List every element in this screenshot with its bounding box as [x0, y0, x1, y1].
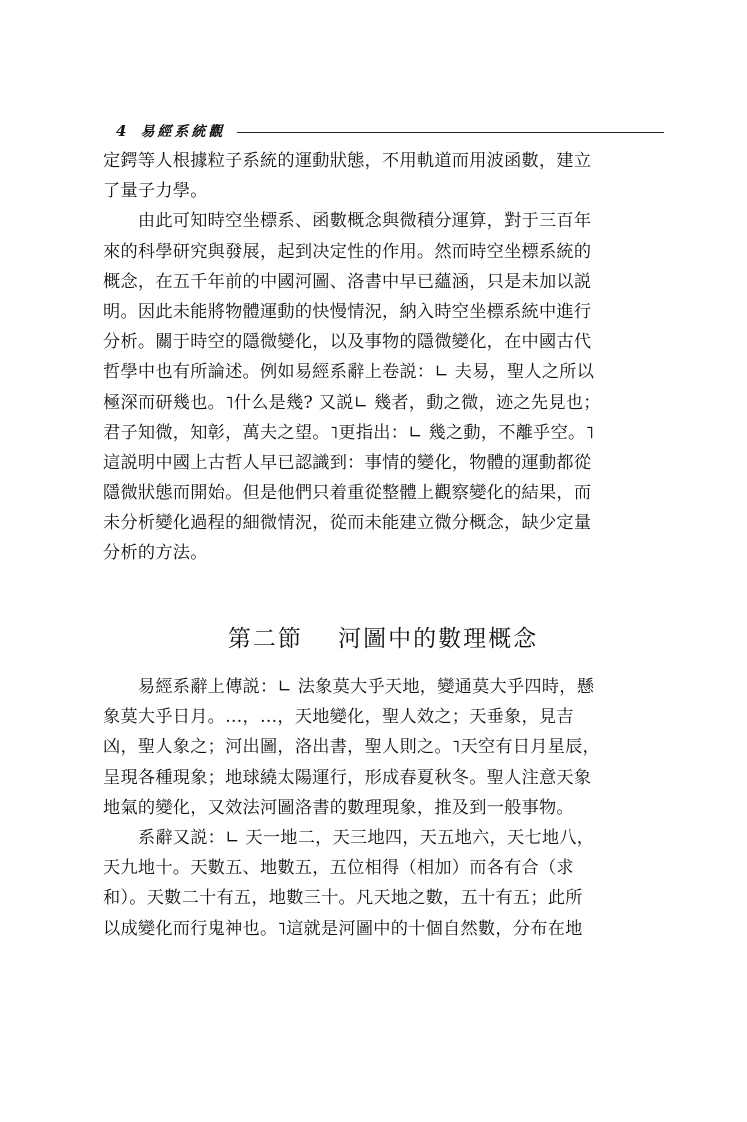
body-text-top: [103, 146, 663, 569]
text-line: 隱微狀態而開始。但是他們只着重從整體上觀察變化的結果，而: [103, 483, 592, 504]
page-number: 4: [116, 122, 127, 140]
header-rule: [237, 132, 664, 133]
text-line: 分析。關于時空的隱微變化，以及事物的隱微變化，在中國古代: [103, 332, 592, 353]
paragraph-timespace: [103, 206, 663, 568]
text-line: 未分析變化過程的細微情況，從而未能建立微分概念，缺少定量: [103, 513, 592, 534]
text-line: 概念，在五千年前的中國河圖、洛書中早已蘊涵，只是未加以説: [103, 271, 592, 292]
text-line: 哲學中也有所論述。例如易經系辭上卷説：∟ 夫易，聖人之所以: [103, 362, 595, 383]
text-line: 君子知微，知彰，萬夫之望。˥更指出：∟ 幾之動，不離乎空。˥: [103, 422, 595, 443]
text-line: 凶，聖人象之；河出圖，洛出書，聖人則之。˥天空有日月星辰，: [103, 737, 600, 758]
text-line: 明。因此未能將物體運動的快慢情況，納入時空坐標系統中進行: [103, 301, 592, 322]
text-line: 天九地十。天數五、地數五，五位相得（相加）而各有合（求: [103, 858, 574, 879]
text-line: 呈現各種現象；地球繞太陽運行，形成春夏秋冬。聖人注意天象: [103, 767, 592, 788]
section-number: 第二節: [227, 626, 303, 652]
paragraph-tian-di-numbers: [103, 823, 663, 944]
body-text-bottom: [103, 672, 663, 944]
text-line: 系辭又説：∟ 天一地二，天三地四，天五地六，天七地八，: [103, 827, 595, 848]
text-line: 定鍔等人根據粒子系統的運動狀態，不用軌道而用波函數，建立: [103, 151, 592, 171]
paragraph-continuation: [103, 146, 663, 206]
book-title: 易經系統觀: [140, 124, 226, 140]
text-line: 分析的方法。: [103, 543, 208, 564]
text-line: 了量子力學。: [103, 181, 208, 202]
running-header: [116, 120, 664, 142]
text-line: 來的科學研究與發展，起到决定性的作用。然而時空坐標系統的: [103, 241, 592, 262]
section-title: 河圖中的數理概念: [338, 626, 539, 652]
text-line: 以成變化而行鬼神也。˥這就是河圖中的十個自然數，分布在地: [103, 918, 583, 939]
text-line: 易經系辭上傳説：∟ 法象莫大乎天地，變通莫大乎四時，懸: [103, 677, 595, 697]
text-line: 由此可知時空坐標系、函數概念與微積分運算，對于三百年: [103, 211, 592, 232]
text-line: 地氣的變化，又效法河圖洛書的數理現象，推及到一般事物。: [103, 797, 574, 818]
text-line: 這説明中國上古哲人早已認識到：事情的變化，物體的運動都從: [103, 452, 592, 473]
section-heading: [103, 620, 663, 653]
text-line: 象莫大乎日月。…，…，天地變化，聖人效之；天垂象，見吉: [103, 707, 574, 728]
paragraph-xici-shang: [103, 672, 663, 823]
text-line: 極深而研幾也。˥什么是幾? 又説∟ 幾者，動之微，迹之先見也；: [103, 392, 601, 413]
text-line: 和）。天數二十有五，地數三十。凡天地之數，五十有五；此所: [103, 888, 583, 909]
